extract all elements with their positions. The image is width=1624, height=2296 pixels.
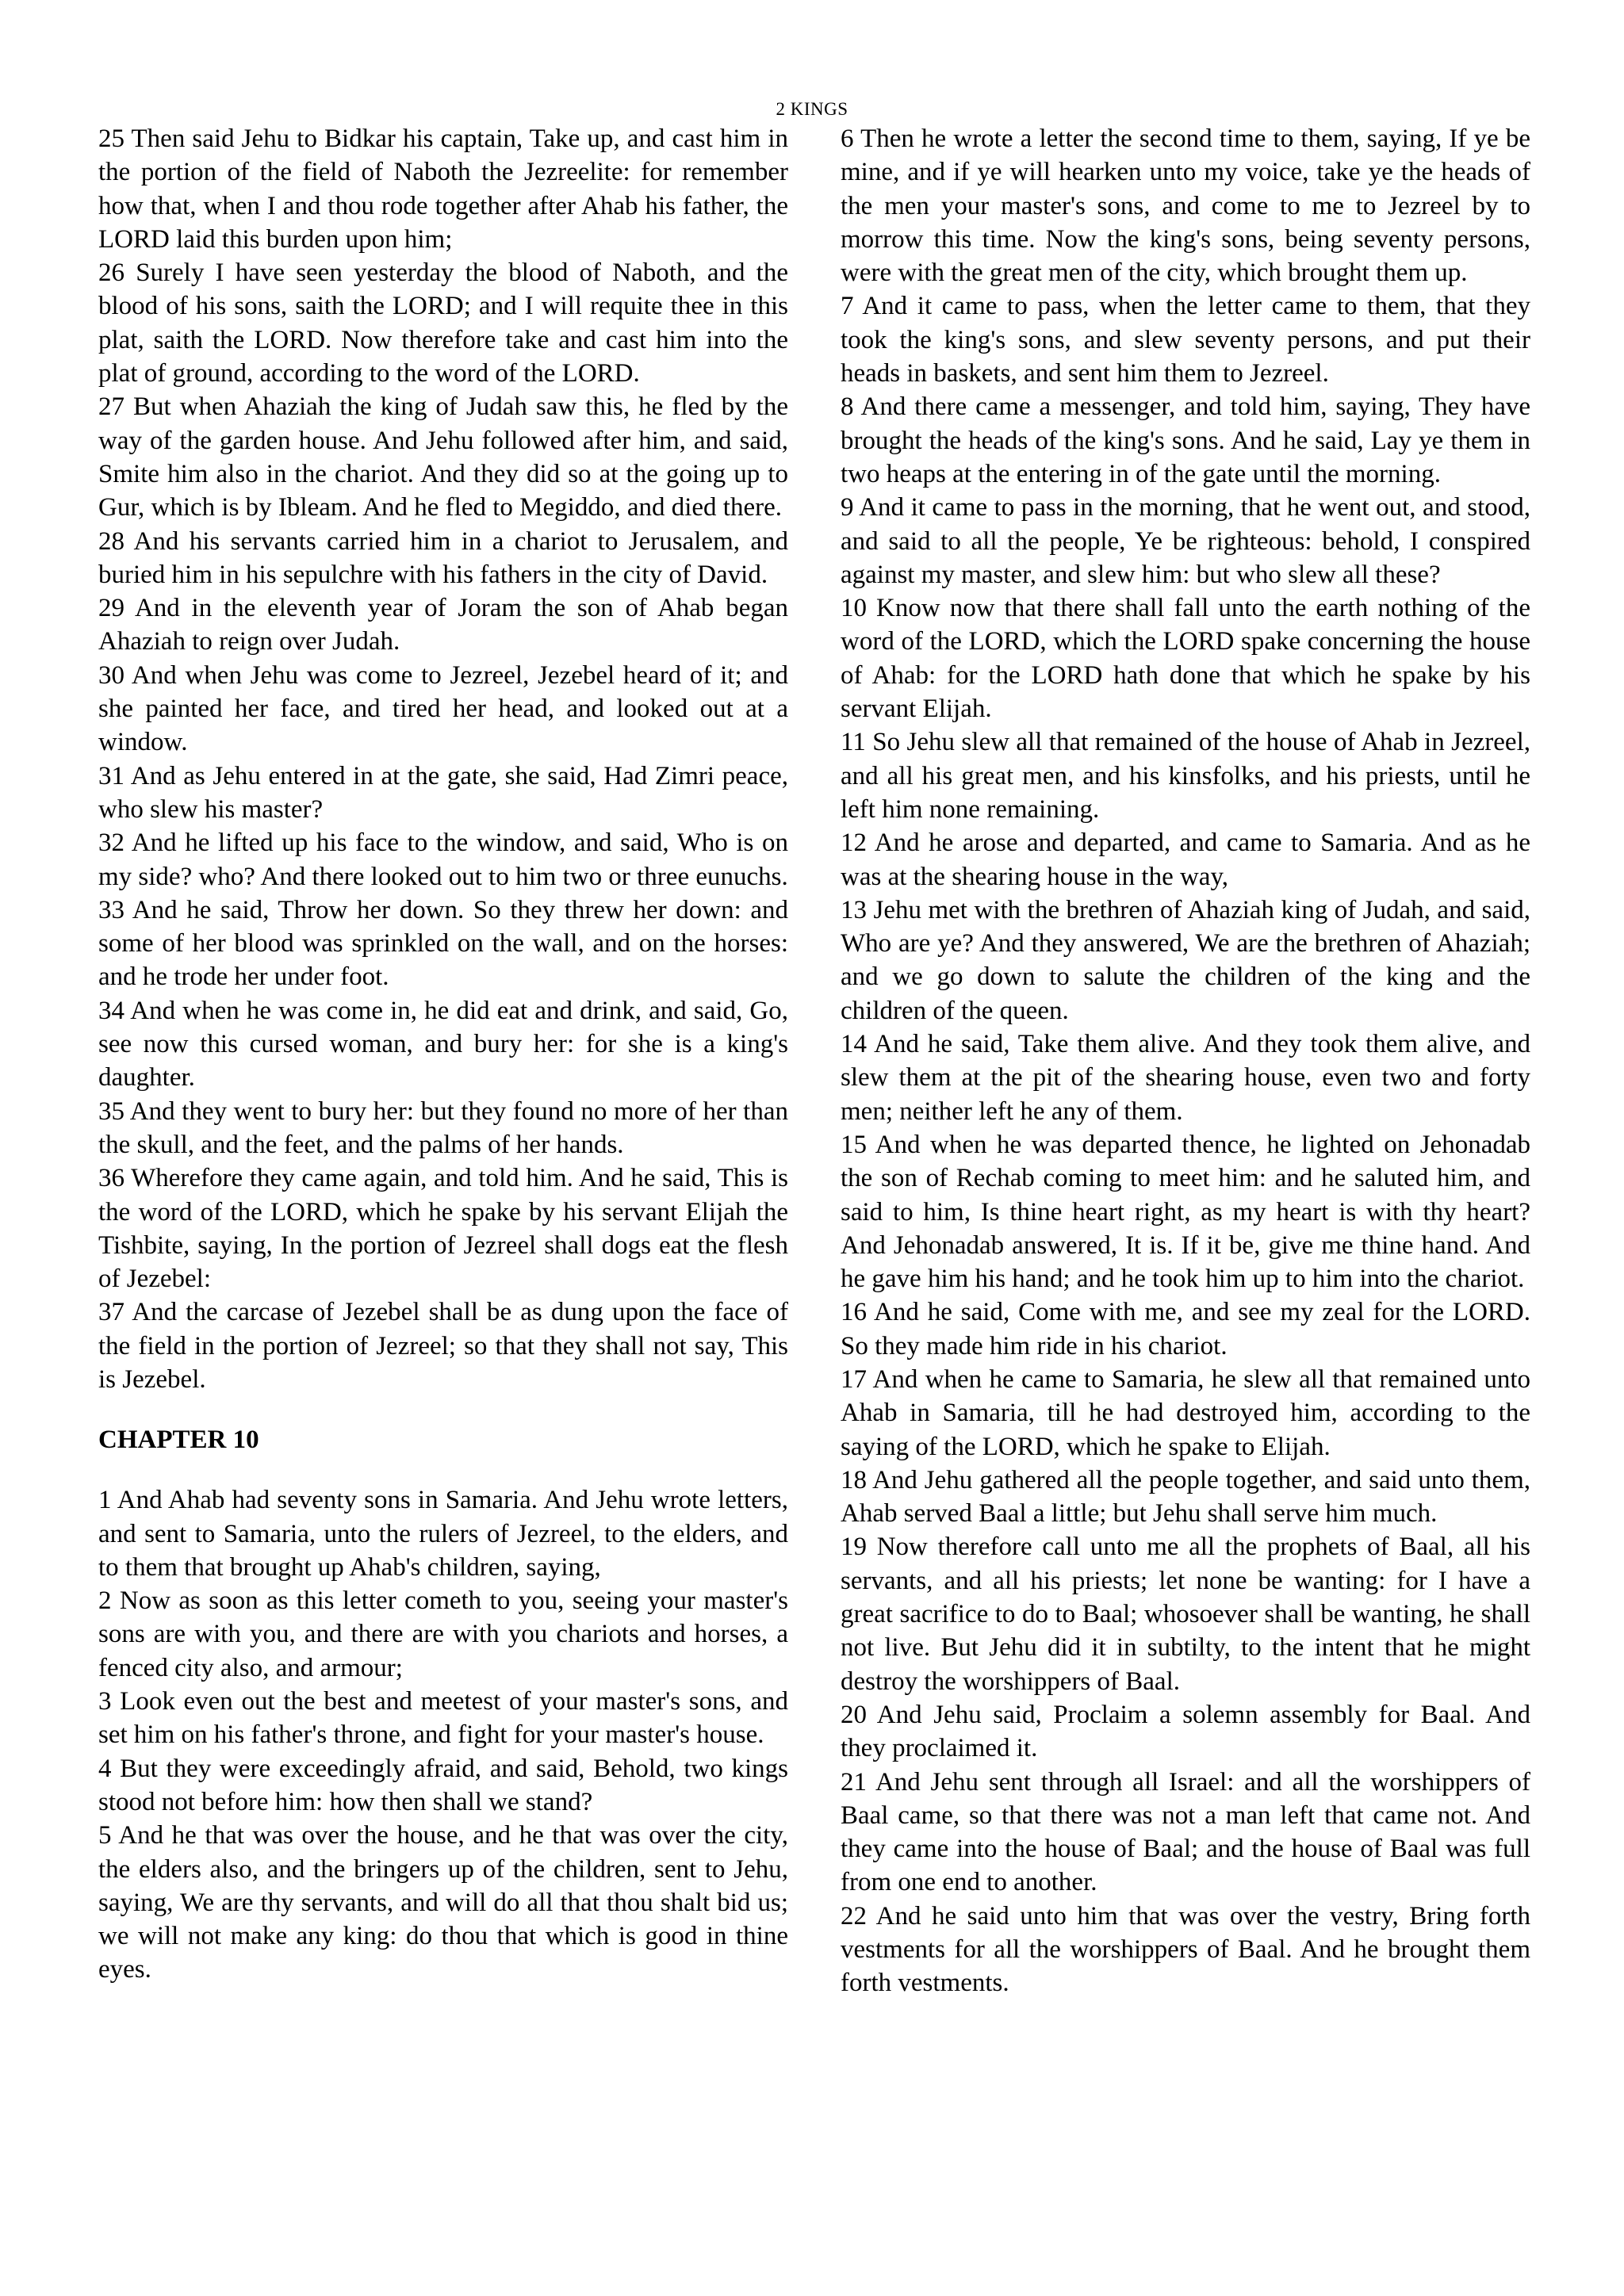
- verse-5: 5 And he that was over the house, and he that was over the city, the elders also, and the bringers up of the children, sent to Jehu, saying, We are thy servants, and will do all that thou shalt bid us; we will not make any king: do thou that which is good in thine eyes.: [98, 1821, 788, 1984]
- verse-15: 15 And when he was departed thence, he lighted on Jehonadab the son of Rechab coming to meet him: and he saluted him, and said to him, Is thine heart right, as my heart is with thy heart? And Jehonadab answered, It is. If it be, give me thine hand. And he gave him his hand; and he took him up to him into the chariot.: [841, 1130, 1530, 1294]
- verse-4: 4 But they were exceedingly afraid, and said, Behold, two kings stood not before him: how then shall we stand?: [98, 1754, 788, 1816]
- verse-list-after: [98, 1483, 788, 1986]
- verse-36: 36 Wherefore they came again, and told him. And he said, This is the word of the LORD, which he spake by his servant Elijah the Tishbite, saying, In the portion of Jezreel shall dogs eat the flesh of Jezebel:: [98, 1164, 788, 1294]
- verse-16: 16 And he said, Come with me, and see my zeal for the LORD. So they made him ride in his chariot.: [841, 1298, 1530, 1360]
- left-column: [98, 122, 788, 1987]
- verse-37: 37 And the carcase of Jezebel shall be as dung upon the face of the field in the portion of Jezreel; so that they shall not say, This is Jezebel.: [98, 1298, 788, 1394]
- verse-34: 34 And when he was come in, he did eat and drink, and said, Go, see now this cursed woman, and bury her: for she is a king's daughter.: [98, 996, 788, 1093]
- verse-33: 33 And he said, Throw her down. So they threw her down: and some of her blood was sprinkled on the wall, and on the horses: and he trode her under foot.: [98, 895, 788, 992]
- verse-32: 32 And he lifted up his face to the window, and said, Who is on my side? who? And there looked out to him two or three eunuchs.: [98, 828, 788, 891]
- verse-12: 12 And he arose and departed, and came to Samaria. And as he was at the shearing house in the way,: [841, 828, 1530, 891]
- verse-20: 20 And Jehu said, Proclaim a solemn assembly for Baal. And they proclaimed it.: [841, 1700, 1530, 1763]
- verse-2: 2 Now as soon as this letter cometh to you, seeing your master's sons are with you, and there are with you chariots and horses, a fenced city also, and armour;: [98, 1586, 788, 1682]
- verse-22: 22 And he said unto him that was over the vestry, Bring forth vestments for all the worshippers of Baal. And he brought them forth vestments.: [841, 1901, 1530, 1998]
- running-head: 2 KINGS: [776, 99, 848, 119]
- verse-26: 26 Surely I have seen yesterday the blood of Naboth, and the blood of his sons, saith the LORD; and I will requite thee in this plat, saith the LORD. Now therefore take and cast him into the plat of ground, according to the word of the LORD.: [98, 258, 788, 388]
- verse-10: 10 Know now that there shall fall unto the earth nothing of the word of the LORD, which the LORD spake concerning the house of Ahab: for the LORD hath done that which he spake by his servant Elijah.: [841, 594, 1530, 724]
- verse-6: 6 Then he wrote a letter the second time to them, saying, If ye be mine, and if ye will hearken unto my voice, take ye the heads of the men your master's sons, and come to me to Jezreel by to morrow this time. Now the king's sons, being seventy persons, were with the great men of the city, which brought them up.: [841, 124, 1530, 288]
- right-column: [841, 122, 1530, 2000]
- verse-13: 13 Jehu met with the brethren of Ahaziah king of Judah, and said, Who are ye? And they answered, We are the brethren of Ahaziah; and we go down to salute the children of the king and the children of the queen.: [841, 895, 1530, 1025]
- verse-11: 11 So Jehu slew all that remained of the house of Ahab in Jezreel, and all his great men, and his kinsfolks, and his priests, until he left him none remaining.: [841, 728, 1530, 824]
- verse-14: 14 And he said, Take them alive. And they took them alive, and slew them at the pit of the shearing house, even two and forty men; neither left he any of them.: [841, 1030, 1530, 1126]
- verse-35: 35 And they went to bury her: but they found no more of her than the skull, and the feet, and the palms of her hands.: [98, 1096, 788, 1159]
- verse-1: 1 And Ahab had seventy sons in Samaria. And Jehu wrote letters, and sent to Samaria, unto the rulers of Jezreel, to the elders, and to them that brought up Ahab's children, saying,: [98, 1486, 788, 1582]
- verse-31: 31 And as Jehu entered in at the gate, she said, Had Zimri peace, who slew his master?: [98, 761, 788, 824]
- verse-list-before: [98, 122, 788, 1396]
- verse-30: 30 And when Jehu was come to Jezreel, Jezebel heard of it; and she painted her face, and tired her head, and looked out at a window.: [98, 660, 788, 757]
- verse-28: 28 And his servants carried him in a chariot to Jerusalem, and buried him in his sepulchre with his fathers in the city of David.: [98, 526, 788, 589]
- verse-21: 21 And Jehu sent through all Israel: and all the worshippers of Baal came, so that there was not a man left that came not. And they came into the house of Baal; and the house of Baal was full from one end to another.: [841, 1767, 1530, 1897]
- verse-7: 7 And it came to pass, when the letter came to them, that they took the king's sons, and slew seventy persons, and put their heads in baskets, and sent him them to Jezreel.: [841, 292, 1530, 388]
- verse-19: 19 Now therefore call unto me all the prophets of Baal, all his servants, and all his priests; let none be wanting: for I have a great sacrifice to do to Baal; whosoever shall be wanting, he shall not live. But Jehu did it in subtilty, to the intent that he might destroy the worshippers of Baal.: [841, 1533, 1530, 1696]
- verse-29: 29 And in the eleventh year of Joram the son of Ahab began Ahaziah to reign over Judah.: [98, 594, 788, 656]
- verse-9: 9 And it came to pass in the morning, that he went out, and stood, and said to all the people, Ye be righteous: behold, I conspired against my master, and slew him: but who slew all these?: [841, 493, 1530, 589]
- verse-8: 8 And there came a messenger, and told him, saying, They have brought the heads of the king's sons. And he said, Lay ye them in two heaps at the entering in of the gate until the morning.: [841, 392, 1530, 488]
- verse-18: 18 And Jehu gathered all the people together, and said unto them, Ahab served Baal a little; but Jehu shall serve him much.: [841, 1465, 1530, 1529]
- verse-17: 17 And when he came to Samaria, he slew all that remained unto Ahab in Samaria, till he had destroyed him, according to the saying of the LORD, which he spake to Elijah.: [841, 1364, 1530, 1461]
- chapter-heading: CHAPTER 10: [98, 1425, 259, 1455]
- verse-3: 3 Look even out the best and meetest of your master's sons, and set him on his father's throne, and fight for your master's house.: [98, 1687, 788, 1750]
- verse-25: 25 Then said Jehu to Bidkar his captain, Take up, and cast him in the portion of the field of Naboth the Jezreelite: for remember how that, when I and thou rode together after Ahab his father, the LORD laid this burden upon him;: [98, 124, 788, 254]
- verse-27: 27 But when Ahaziah the king of Judah saw this, he fled by the way of the garden house. And Jehu followed after him, and said, Smite him also in the chariot. And they did so at the going up to Gur, which is by Ibleam. And he fled to Megiddo, and died there.: [98, 392, 788, 522]
